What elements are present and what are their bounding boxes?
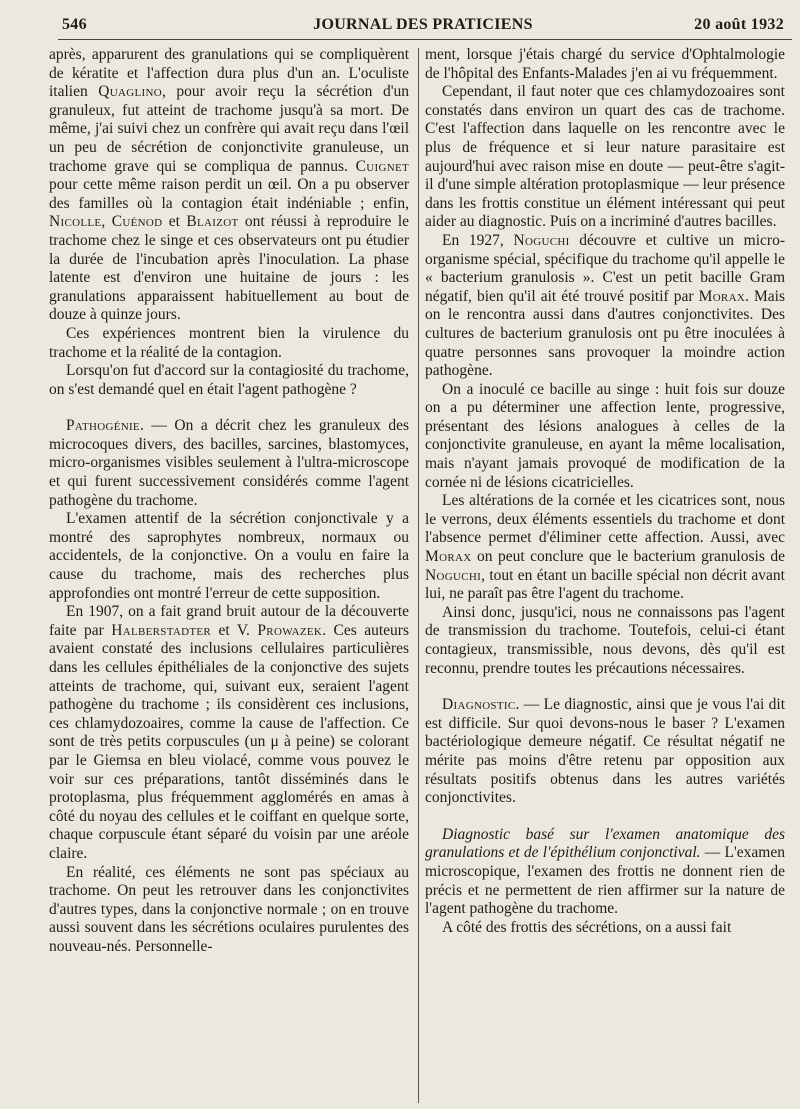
author-name: Cuénod — [111, 213, 163, 231]
paragraph: En 1927, Noguchi découvre et cultive un micro-organisme spécial, spécifique du trachome qu'il appelle le « bacterium granulosis ». C'est un petit bacille Gram négatif, bien qu'il ait été trouvé positif par Morax. Mais on le rencontra aussi dans d'autres conjonctivites. Des cultures de bacterium granulosis ont pu être inoculées à quatre personnes sans provoquer la moindre action pathogène. — [425, 231, 786, 380]
section-heading: Pathogénie — [66, 417, 140, 435]
author-name: Morax — [425, 548, 472, 566]
running-header — [62, 16, 784, 38]
paragraph: Lorsqu'on fut d'accord sur la contagiosité du trachome, on s'est demandé quel en était l'agent pathogène ? — [49, 362, 409, 398]
author-name: Blaizot — [186, 213, 239, 231]
author-name: Nicolle — [49, 213, 102, 231]
right-column — [425, 46, 785, 937]
page-number: 546 — [62, 16, 87, 33]
paragraph: On a inoculé ce bacille au singe : huit fois sur douze on a pu déterminer une affection lente, progressive, présentant des lésions analogues à celles de la conjonctivite granuleuse, en ayant la même localisation, mais n'ayant jamais provoqué de modification de la cornée ni de lésions cicatricielles. — [425, 380, 785, 491]
journal-title: JOURNAL DES PRATICIENS — [313, 16, 533, 33]
paragraph: ment, lorsque j'étais chargé du service d'Ophtalmologie de l'hôpital des Enfants-Malades j'en ai vu fréquemment. — [425, 46, 785, 82]
paragraph: Cependant, il faut noter que ces chlamydozoaires sont constatés dans environ un quart des cas de trachome. C'est l'affection dans laquelle on les rencontre avec le plus de fréquence et si leur nature parasitaire est aujourd'hui avec raison mise en doute — peut-être s'agit-il d'une simple altération protoplasmique — leur présence dans les frottis constitue un élément intéressant qui peut aider au diagnostic. Puis on a incriminé d'autres bacilles. — [425, 83, 785, 231]
paragraph: après, apparurent des granulations qui se compliquèrent de kératite et l'affection dura plus d'un an. L'oculiste italien Quaglino, pour avoir reçu la sécrétion d'un granuleux, fut atteint de trachome jusqu'à sa mort. De même, j'ai suivi chez un confrère qui avait reçu dans l'œil un peu de sécrétion de conjonctivite granuleuse, un trachome grave qui se compliqua de pannus. Cuignet pour cette même raison perdit un œil. On a pu observer des familles où la contagion était indéniable ; enfin, Nicolle, Cuénod et Blaizot ont réussi à reproduire le trachome chez le singe et ces observateurs ont pu étudier la durée de l'incubation après l'inoculation. La phase latente est d'environ une huitaine de jours : les granulations apparaissent habituellement au bout de douze à quinze jours. — [49, 46, 410, 324]
subsection-diagnostic-anatomique: Diagnostic basé sur l'examen anatomique des granulations et de l'épithélium conjonctival. — L'examen microscopique, l'examen des frottis ne donnent rien de précis et ne permettent de rien affirmer sur la nature de l'agent pathogène du trachome. — [425, 825, 785, 918]
section-pathogenie: Pathogénie. — On a décrit chez les granuleux des microcoques divers, des bacilles, sarcines, blastomyces, micro-organismes visibles seulement à l'ultra-microscope et qui furent successivement considérés comme l'agent pathogène du trachome. — [49, 417, 409, 509]
paragraph: A côté des frottis des sécrétions, on a aussi fait — [442, 918, 732, 936]
author-name: Cuignet — [355, 157, 409, 175]
subsection-heading: Diagnostic basé sur l'examen anatomique des granulations et de l'épithélium conjonctival. — [425, 825, 785, 862]
paragraph: Ainsi donc, jusqu'ici, nous ne connaissons pas l'agent de transmission du trachome. Toutefois, celui-ci étant contagieux, transmissible, nous devons, dès qu'il est reconnu, prendre toutes les précautions nécessaires. — [425, 603, 785, 677]
paragraph: Les altérations de la cornée et les cicatrices sont, nous le verrons, deux éléments essentiels du trachome et dont l'absence permet d'éliminer cette affection. Aussi, avec Morax on peut conclure que le bacterium granulosis de Noguchi, tout en étant un bacille spécial non décrit avant lui, ne paraît pas être l'agent du trachome. — [425, 492, 785, 603]
paragraph: En réalité, ces éléments ne sont pas spéciaux au trachome. On peut les retrouver dans les conjonctivites d'autres types, dans la conjonctive normale ; on en trouve aussi souvent dans les sécrétions oculaires purulentes des nouveau-nés. Personnelle- — [49, 863, 409, 955]
paragraph: L'examen attentif de la sécrétion conjonctivale y a montré des saprophytes nombreux, normaux ou accidentels, de la conjonctive. On a voulu en faire la cause du trachome, mais des recherches plus approfondies ont montré l'erreur de cette supposition. — [49, 510, 409, 602]
section-heading: Diagnostic — [442, 696, 516, 714]
author-name: Noguchi — [425, 566, 482, 584]
section-diagnostic: Diagnostic. — Le diagnostic, ainsi que je vous l'ai dit est difficile. Sur quoi devons-nous le baser ? L'examen bactériologique demeure négatif. Ce résultat négatif ne mérite pas moins d'être retenu par opposition aux résultats positifs obtenus dans les autres variétés conjonctivites. — [425, 696, 785, 807]
author-name: Noguchi — [513, 231, 570, 249]
header-rule — [58, 39, 792, 40]
column-divider — [418, 48, 419, 1103]
author-name: Halberstadter — [111, 621, 212, 639]
author-name: Morax — [698, 287, 746, 305]
author-name: Prowazek — [257, 621, 323, 639]
issue-date: 20 août 1932 — [694, 16, 784, 33]
left-column — [49, 46, 409, 957]
paragraph: Ces expériences montrent bien la virulence du trachome et la réalité de la contagion. — [49, 324, 409, 361]
paragraph: En 1907, on a fait grand bruit autour de la découverte faite par Halberstadter et V. Prowazek. Ces auteurs avaient constaté des inclusions cellulaires particulières dans les cellules épithéliales de la conjonctive des sujets atteints de trachome, qui, suivant eux, seraient l'agent pathogène du trachome ; ils considèrent ces inclusions, ces chlamydozoaires, comme la cause de l'affection. Ce sont de très petits corpuscules (un μ à peine) se colorant par le Giemsa en bleu violacé, comme vous pouvez le voir sur ces préparations, tantôt disséminés dans le protoplasma, plus fréquemment agglomérés en amas à côté du noyau des cellules et le coiffant en quelque sorte, chaque corpuscule étant séparé du voisin par une aréole claire. — [49, 603, 409, 862]
author-name: Quaglino — [98, 83, 162, 101]
